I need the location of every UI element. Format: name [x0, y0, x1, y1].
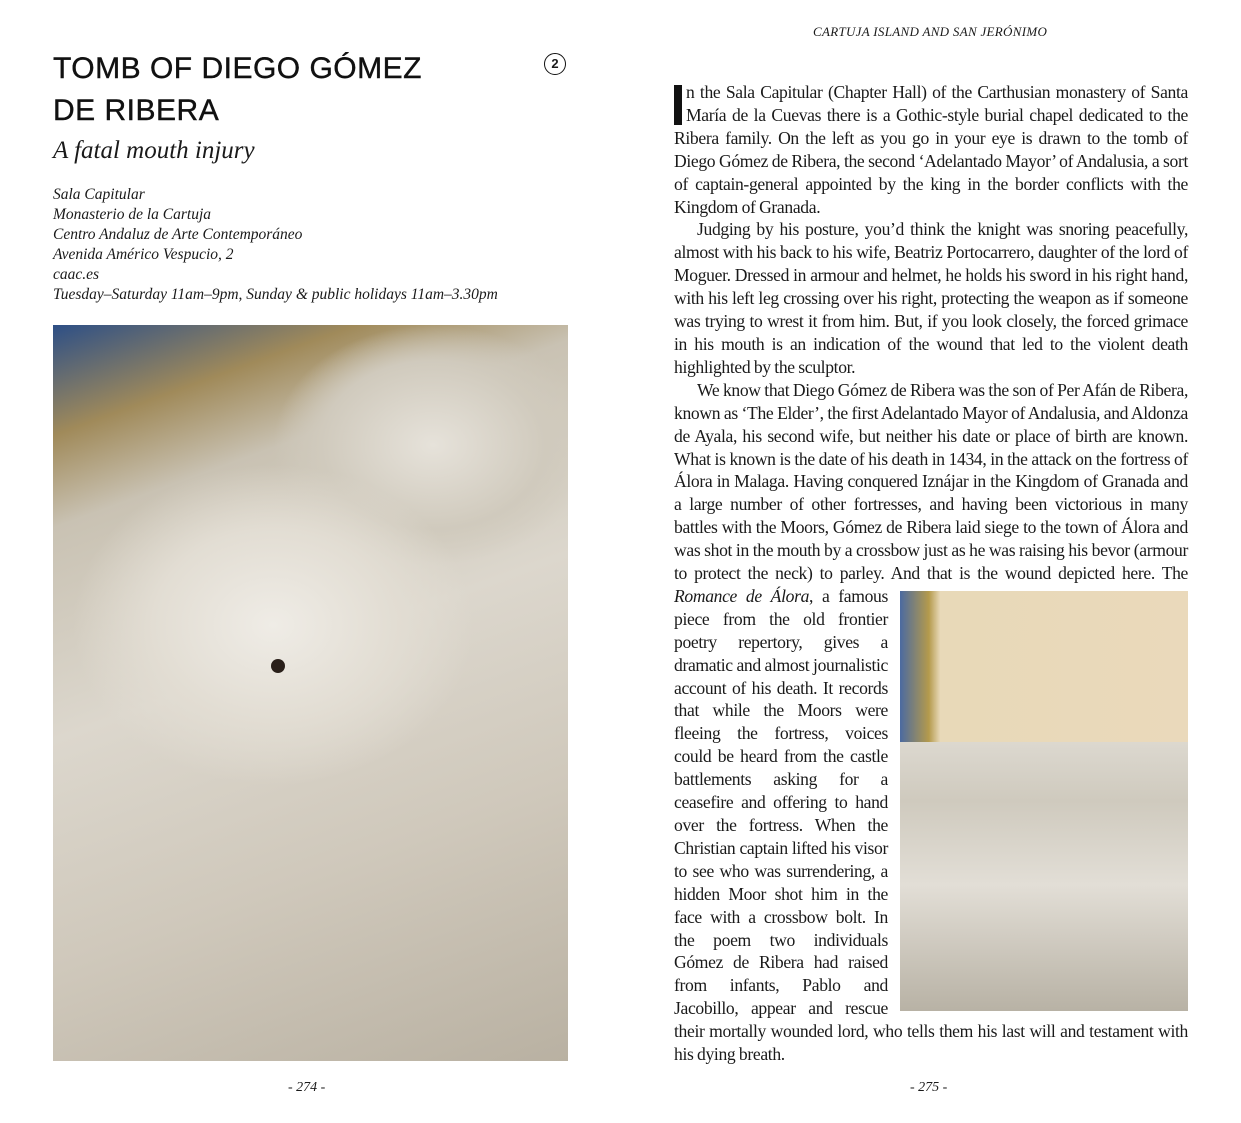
entry-subtitle: A fatal mouth injury: [53, 137, 255, 164]
entry-info: [53, 185, 568, 305]
tomb-chapel-photo: [900, 591, 1188, 1011]
page-number-right: - 275 -: [910, 1080, 948, 1095]
article-body: [674, 81, 1188, 1066]
paragraph-3-text-b: , a famous piece from the old frontier poetry repertory, gives a dramatic and almost journalistic account of his death. It records that while the Moors were fleeing the fortress, voices could be heard from the castle battlements asking for a ceasefire and offering to hand over the fortress. When the Christian captain lifted his visor to see who was surrendering, a hidden Moor shot him in the face with a crossbow bolt. In the poem two individuals Gómez de Ribera had raised from infants, Pablo and Jacobillo, appear and rescue their mortally wounded lord, who tells them his last will and testament with his dying breath.: [674, 585, 1188, 1065]
page-number-left: - 274 -: [288, 1080, 326, 1095]
paragraph-3-text-a: We know that Diego Gómez de Ribera was the son of Per Afán de Ribera, known as ‘The Elder’, the first Adelantado Mayor of Andalusia, and Aldonza de Ayala, his second wife, but neither his date or place of birth are known. What is known is the date of his death in 1434, in the attack on the fortress of Álora in Malaga. Having conquered Iznájar in the Kingdom of Granada and a large number of other fortresses, and having been victorious in many battles with the Moors, Gómez de Ribera laid siege to the town of Álora and was shot in the mouth by a crossbow just as he was raising his bevor (armour to protect the neck) to parley. And that is the wound depicted here. The: [674, 379, 1188, 584]
entry-number-badge: 2: [544, 53, 566, 75]
title-line-2: DE RIBERA: [53, 94, 220, 127]
poem-title: Romance de Álora: [674, 585, 810, 606]
drop-cap-i: [674, 85, 682, 125]
paragraph-2: Judging by his posture, you’d think the knight was snoring peacefully, almost with his back to his wife, Beatriz Portocarrero, daughter of the lord of Moguer. Dressed in armour and helmet, he holds his sword in his right hand, with his left leg crossing over his right, protecting the weapon as if someone was trying to wrest it from him. But, if you look closely, the forced grimace in his mouth is an indication of the wound that led to the violent death highlighted by the sculptor.: [674, 219, 1188, 377]
paragraph-1-text: n the Sala Capitular (Chapter Hall) of the Carthusian monastery of Santa María de la Cuevas there is a Gothic-style burial chapel dedicated to the Ribera family. On the left as you go in your eye is drawn to the tomb of Diego Gómez de Ribera, the second ‘Adelantado Mayor’ of Andalusia, a sort of captain-general appointed by the king in the border conflicts with the Kingdom of Granada.: [674, 82, 1188, 217]
info-address: Avenida Américo Vespucio, 2: [53, 246, 234, 263]
wound-hole: [271, 659, 285, 673]
info-hours: Tuesday–Saturday 11am–9pm, Sunday & public holidays 11am–3.30pm: [53, 286, 498, 303]
title-line-1: TOMB OF DIEGO GÓMEZ: [53, 52, 422, 85]
entry-title: [53, 48, 523, 132]
paragraph-3: [674, 379, 1188, 1066]
paragraph-1: [674, 81, 1188, 218]
tomb-effigy-photo: [53, 325, 568, 1061]
info-building: Monasterio de la Cartuja: [53, 206, 212, 223]
running-head: CARTUJA ISLAND AND SAN JERÓNIMO: [813, 24, 1048, 39]
info-venue: Sala Capitular: [53, 186, 145, 203]
info-institution: Centro Andaluz de Arte Contemporáneo: [53, 226, 303, 243]
info-website[interactable]: caac.es: [53, 266, 100, 283]
